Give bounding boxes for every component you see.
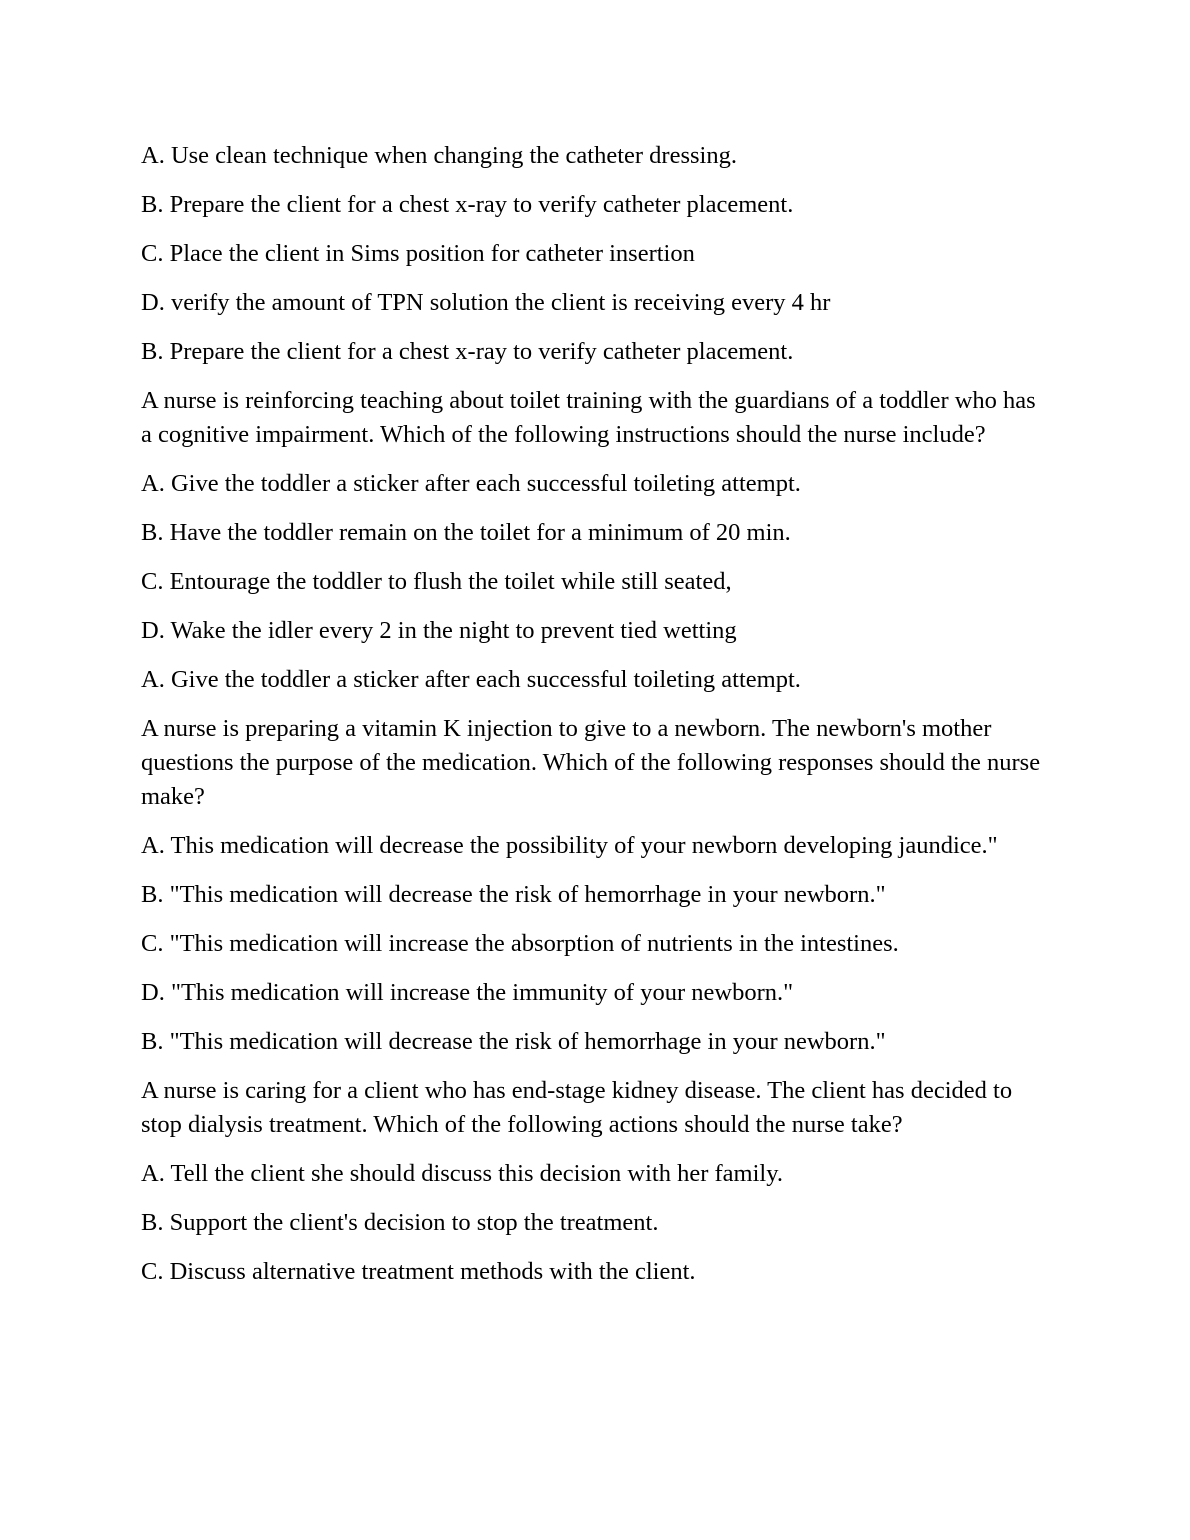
answer-option: D. "This medication will increase the immunity of your newborn." bbox=[141, 979, 794, 1006]
answer-option: B. Support the client's decision to stop the treatment. bbox=[141, 1209, 659, 1236]
answer-option: C. "This medication will increase the absorption of nutrients in the intestines. bbox=[141, 930, 899, 957]
correct-answer: B. Prepare the client for a chest x-ray to verify catheter placement. bbox=[141, 338, 794, 365]
question-text: A nurse is reinforcing teaching about toilet training with the guardians of a toddler who has a cognitive impairment. Which of the following instructions should the nurse include? bbox=[141, 387, 1036, 448]
answer-option: A. Tell the client she should discuss this decision with her family. bbox=[141, 1160, 784, 1187]
question-text: A nurse is preparing a vitamin K injection to give to a newborn. The newborn's mother questions the purpose of the medication. Which of the following responses should the nurse make? bbox=[141, 715, 1041, 810]
answer-option: A. This medication will decrease the possibility of your newborn developing jaundice." bbox=[141, 832, 998, 859]
answer-option: B. Have the toddler remain on the toilet for a minimum of 20 min. bbox=[141, 519, 791, 546]
answer-option: D. Wake the idler every 2 in the night to prevent tied wetting bbox=[141, 617, 737, 644]
correct-answer: B. "This medication will decrease the risk of hemorrhage in your newborn." bbox=[141, 1028, 886, 1055]
document-body bbox=[141, 139, 1051, 1304]
answer-option: C. Entourage the toddler to flush the toilet while still seated, bbox=[141, 568, 732, 595]
question-text: A nurse is caring for a client who has end-stage kidney disease. The client has decided to stop dialysis treatment. Which of the following actions should the nurse take? bbox=[141, 1077, 1013, 1138]
answer-option: C. Discuss alternative treatment methods with the client. bbox=[141, 1258, 696, 1285]
answer-option: C. Place the client in Sims position for catheter insertion bbox=[141, 240, 695, 267]
answer-option: B. "This medication will decrease the risk of hemorrhage in your newborn." bbox=[141, 881, 886, 908]
answer-option: A. Use clean technique when changing the catheter dressing. bbox=[141, 142, 737, 169]
correct-answer: A. Give the toddler a sticker after each successful toileting attempt. bbox=[141, 666, 801, 693]
answer-option: B. Prepare the client for a chest x-ray to verify catheter placement. bbox=[141, 191, 794, 218]
answer-option: D. verify the amount of TPN solution the client is receiving every 4 hr bbox=[141, 289, 831, 316]
answer-option: A. Give the toddler a sticker after each successful toileting attempt. bbox=[141, 470, 801, 497]
